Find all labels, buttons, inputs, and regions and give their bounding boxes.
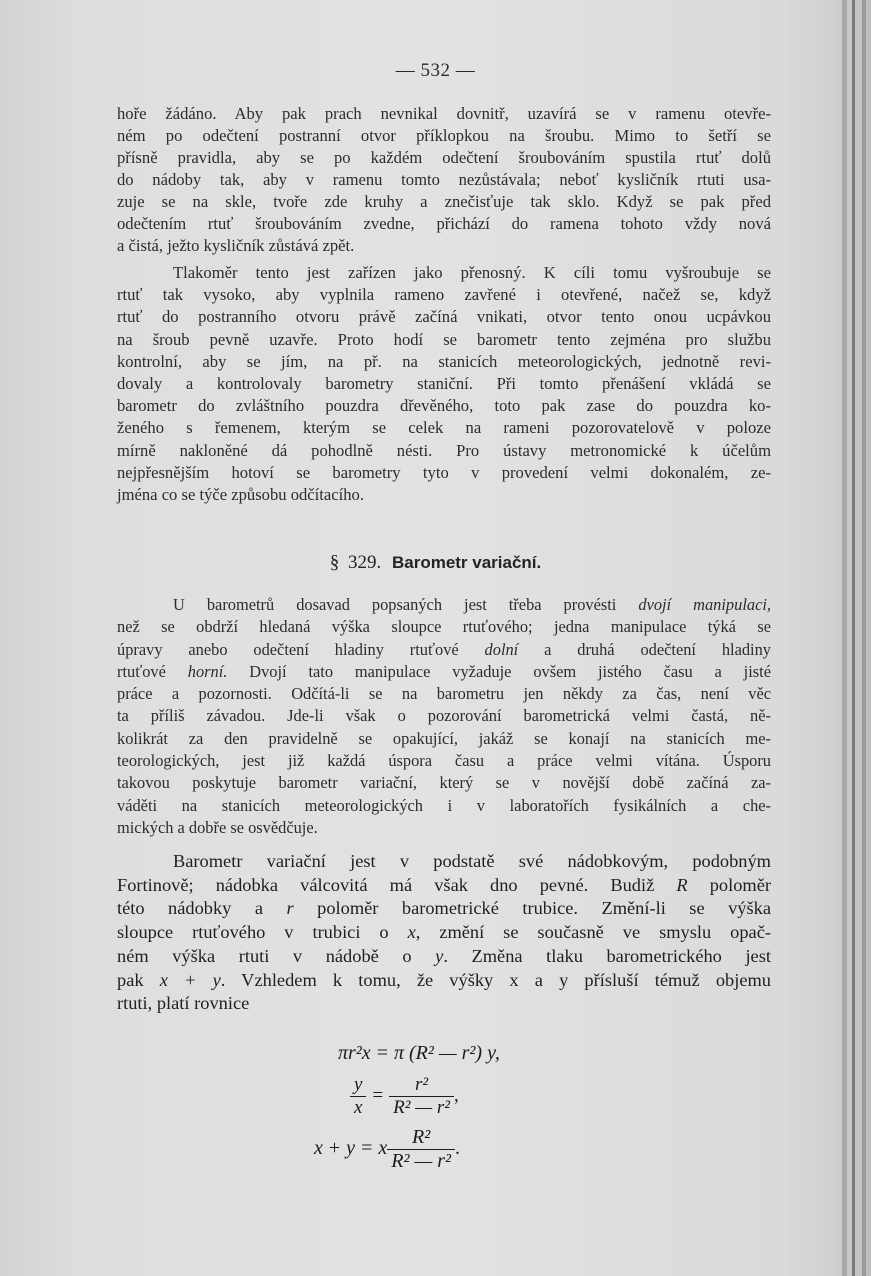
text-line: jména co se týče způsobu odčítacího. — [117, 485, 364, 505]
text-line: teorologických, jest již každá úspora času a práce velmi vítána. Úsporu — [117, 751, 771, 771]
text-line: váděti na stanicích meteorologických i v laboratořích fysikálních a che- — [117, 795, 771, 815]
section-heading — [0, 552, 871, 574]
text-span: úpravy anebo odečtení hladiny rtuťové — [117, 639, 485, 659]
text-line: rtuti, platí rovnice — [117, 993, 250, 1014]
text-line: ta příliš závadou. Jde-li však o pozorování barometrická velmi častá, ně- — [117, 706, 771, 726]
text-line: práce a pozornosti. Odčítá-li se na barometru jen někdy za čas, není věc — [117, 684, 771, 704]
math-variable: y — [435, 945, 444, 966]
plus-sign: + — [328, 1137, 341, 1160]
text-line — [117, 945, 771, 969]
text-line: ženého s řemenem, kterým se celek na rameni pozorovatelově v poloze — [117, 418, 771, 438]
text-span: pak — [117, 969, 160, 990]
text-line — [117, 639, 771, 661]
section-number: 329. — [347, 552, 382, 573]
text-line: a čistá, ježto kysličník zůstává zpět. — [117, 236, 355, 255]
emphasis: horní. — [187, 661, 228, 681]
fraction-numerator: r² — [415, 1074, 429, 1095]
text-line: kolikrát za den pravidelně se opakující, jakáž se konají na stanicích me- — [117, 728, 771, 748]
text-line: Tlakoměr tento jest zařízen jako přenosný. K cíli tomu vyšroubuje se — [173, 263, 771, 282]
text-span: . Vzhledem k tomu, že výšky x a y přísluší témuž objemu — [220, 969, 771, 990]
equation-2 — [350, 1074, 459, 1119]
page-edge-binding — [862, 0, 866, 1276]
text-line — [117, 921, 771, 945]
paragraph-3 — [117, 594, 771, 839]
text-span: sloupce rtuťového v trubici o — [117, 922, 408, 943]
text-span: poloměr — [687, 874, 772, 895]
text-span: poloměr barometrické trubice. Změní-li se výška — [293, 898, 771, 919]
equals-sign: = — [376, 1042, 388, 1064]
text-span: Fortinově; nádobka válcovitá má však dno pevné. Budiž — [117, 874, 677, 895]
emphasis: dvojí manipulaci, — [638, 595, 772, 614]
math-variable: x — [407, 922, 416, 943]
text-line: rtuť tak vysoko, aby vyplnila rameno zavřené i otevřené, načež se, když — [117, 285, 771, 305]
page-edge-shadow — [842, 0, 847, 1276]
text-span: rtuťové — [117, 661, 188, 681]
text-line: mických a dobře se osvědčuje. — [117, 817, 318, 837]
fraction — [387, 1126, 455, 1173]
page-edge-line — [852, 0, 855, 1276]
equals-sign: = — [361, 1137, 373, 1160]
fraction-denominator: R² — r² — [389, 1096, 454, 1119]
text-line: nejpřesnějším hotoví se barometry tyto v provedení velmi dokonalém, ze- — [117, 462, 771, 482]
equation-term: x — [378, 1137, 388, 1160]
section-symbol: § — [329, 552, 340, 573]
fraction-denominator: R² — r² — [387, 1149, 455, 1173]
text-span: této nádobky a — [117, 898, 287, 919]
equation-term: x — [314, 1137, 323, 1160]
math-variable: r — [286, 898, 294, 919]
text-line — [117, 661, 771, 683]
text-line: přísně pravidla, aby se po každém odečtení šroubováním spustila rtuť dolů — [117, 148, 771, 167]
math-expression: x + y — [159, 969, 221, 990]
paragraph-4 — [117, 850, 771, 1016]
fraction-denominator: x — [350, 1096, 366, 1119]
section-title: Barometr variační. — [391, 553, 542, 572]
fraction-right — [389, 1074, 454, 1119]
text-line — [117, 594, 771, 616]
text-span: Dvojí tato manipulace vyžaduje ovšem jistého času a jisté — [227, 661, 771, 681]
equation-term: y — [346, 1137, 356, 1160]
math-variable: R — [676, 874, 688, 895]
equation-1 — [338, 1042, 500, 1065]
equation-right: π (R² — r²) y, — [393, 1042, 500, 1064]
text-line: hoře žádáno. Aby pak prach nevnikal dovnitř, uzavírá se v ramenu otevře- — [117, 104, 771, 123]
text-line: rtuť do postranního otvoru právě začíná vnikati, otvor tento onou ucpávkou — [117, 307, 771, 327]
text-line — [117, 969, 771, 993]
text-span: , změní se současně ve smyslu opač- — [415, 922, 771, 943]
emphasis: dolní — [484, 639, 519, 659]
text-line — [117, 897, 771, 921]
text-line: do nádoby tak, aby v ramenu tomto nezůstávala; neboť kysličník rtuti usa- — [117, 170, 771, 189]
equals-sign: = — [372, 1084, 384, 1106]
text-span: . Změna tlaku barometrického jest — [443, 945, 771, 966]
text-span: U barometrů dosavad popsaných jest třeba provésti — [173, 595, 639, 614]
text-line: dovaly a kontrolovaly barometry staniční. Při tomto přenášení vkládá se — [117, 374, 771, 394]
page-number: — 532 — — [395, 60, 476, 81]
text-line: ném po odečtení postranní otvor příklopkou na šroubu. Mimo to šetří se — [117, 126, 771, 145]
text-line: takovou poskytuje barometr variační, který se v novější době začíná za- — [117, 773, 771, 793]
text-line: mírně nakloněné dá pohodlně nésti. Pro ústavy metronomické k účelům — [117, 440, 771, 460]
text-line: zuje se na skle, tvoře zde kruhy a znečisťuje tak sklo. Když se pak před — [117, 192, 771, 211]
text-line — [117, 874, 771, 898]
text-line: než se obdrží hledaná výška sloupce rtuťového; jedna manipulace týká se — [117, 617, 771, 637]
text-line: barometr do zvláštního pouzdra dřevěného, toto pak zase do pouzdra ko- — [117, 396, 771, 416]
text-line: kontrolní, aby se jím, na př. na stanicích meteorologických, jednotně revi- — [117, 351, 771, 371]
text-span: ném výška rtuti v nádobě o — [117, 945, 436, 966]
paragraph-2 — [117, 262, 771, 506]
equation-punctuation: , — [453, 1084, 459, 1106]
equation-left: πr²x — [338, 1042, 371, 1064]
fraction-left — [350, 1074, 366, 1119]
fraction-numerator: y — [354, 1074, 363, 1095]
text-line: na šroub pevně uzavře. Proto hodí se barometr tento zejména pro službu — [117, 329, 771, 349]
fraction-numerator: R² — [412, 1126, 431, 1148]
text-line: Barometr variační jest v podstatě své nádobkovým, podobným — [173, 851, 771, 871]
text-line: odečtením rtuť šroubováním zvedne, přichází do ramena tohoto vždy nová — [117, 214, 771, 233]
paragraph-1 — [117, 103, 771, 257]
equation-3 — [314, 1126, 460, 1173]
text-span: a druhá odečtení hladiny — [518, 639, 771, 659]
equation-punctuation: . — [455, 1137, 461, 1160]
